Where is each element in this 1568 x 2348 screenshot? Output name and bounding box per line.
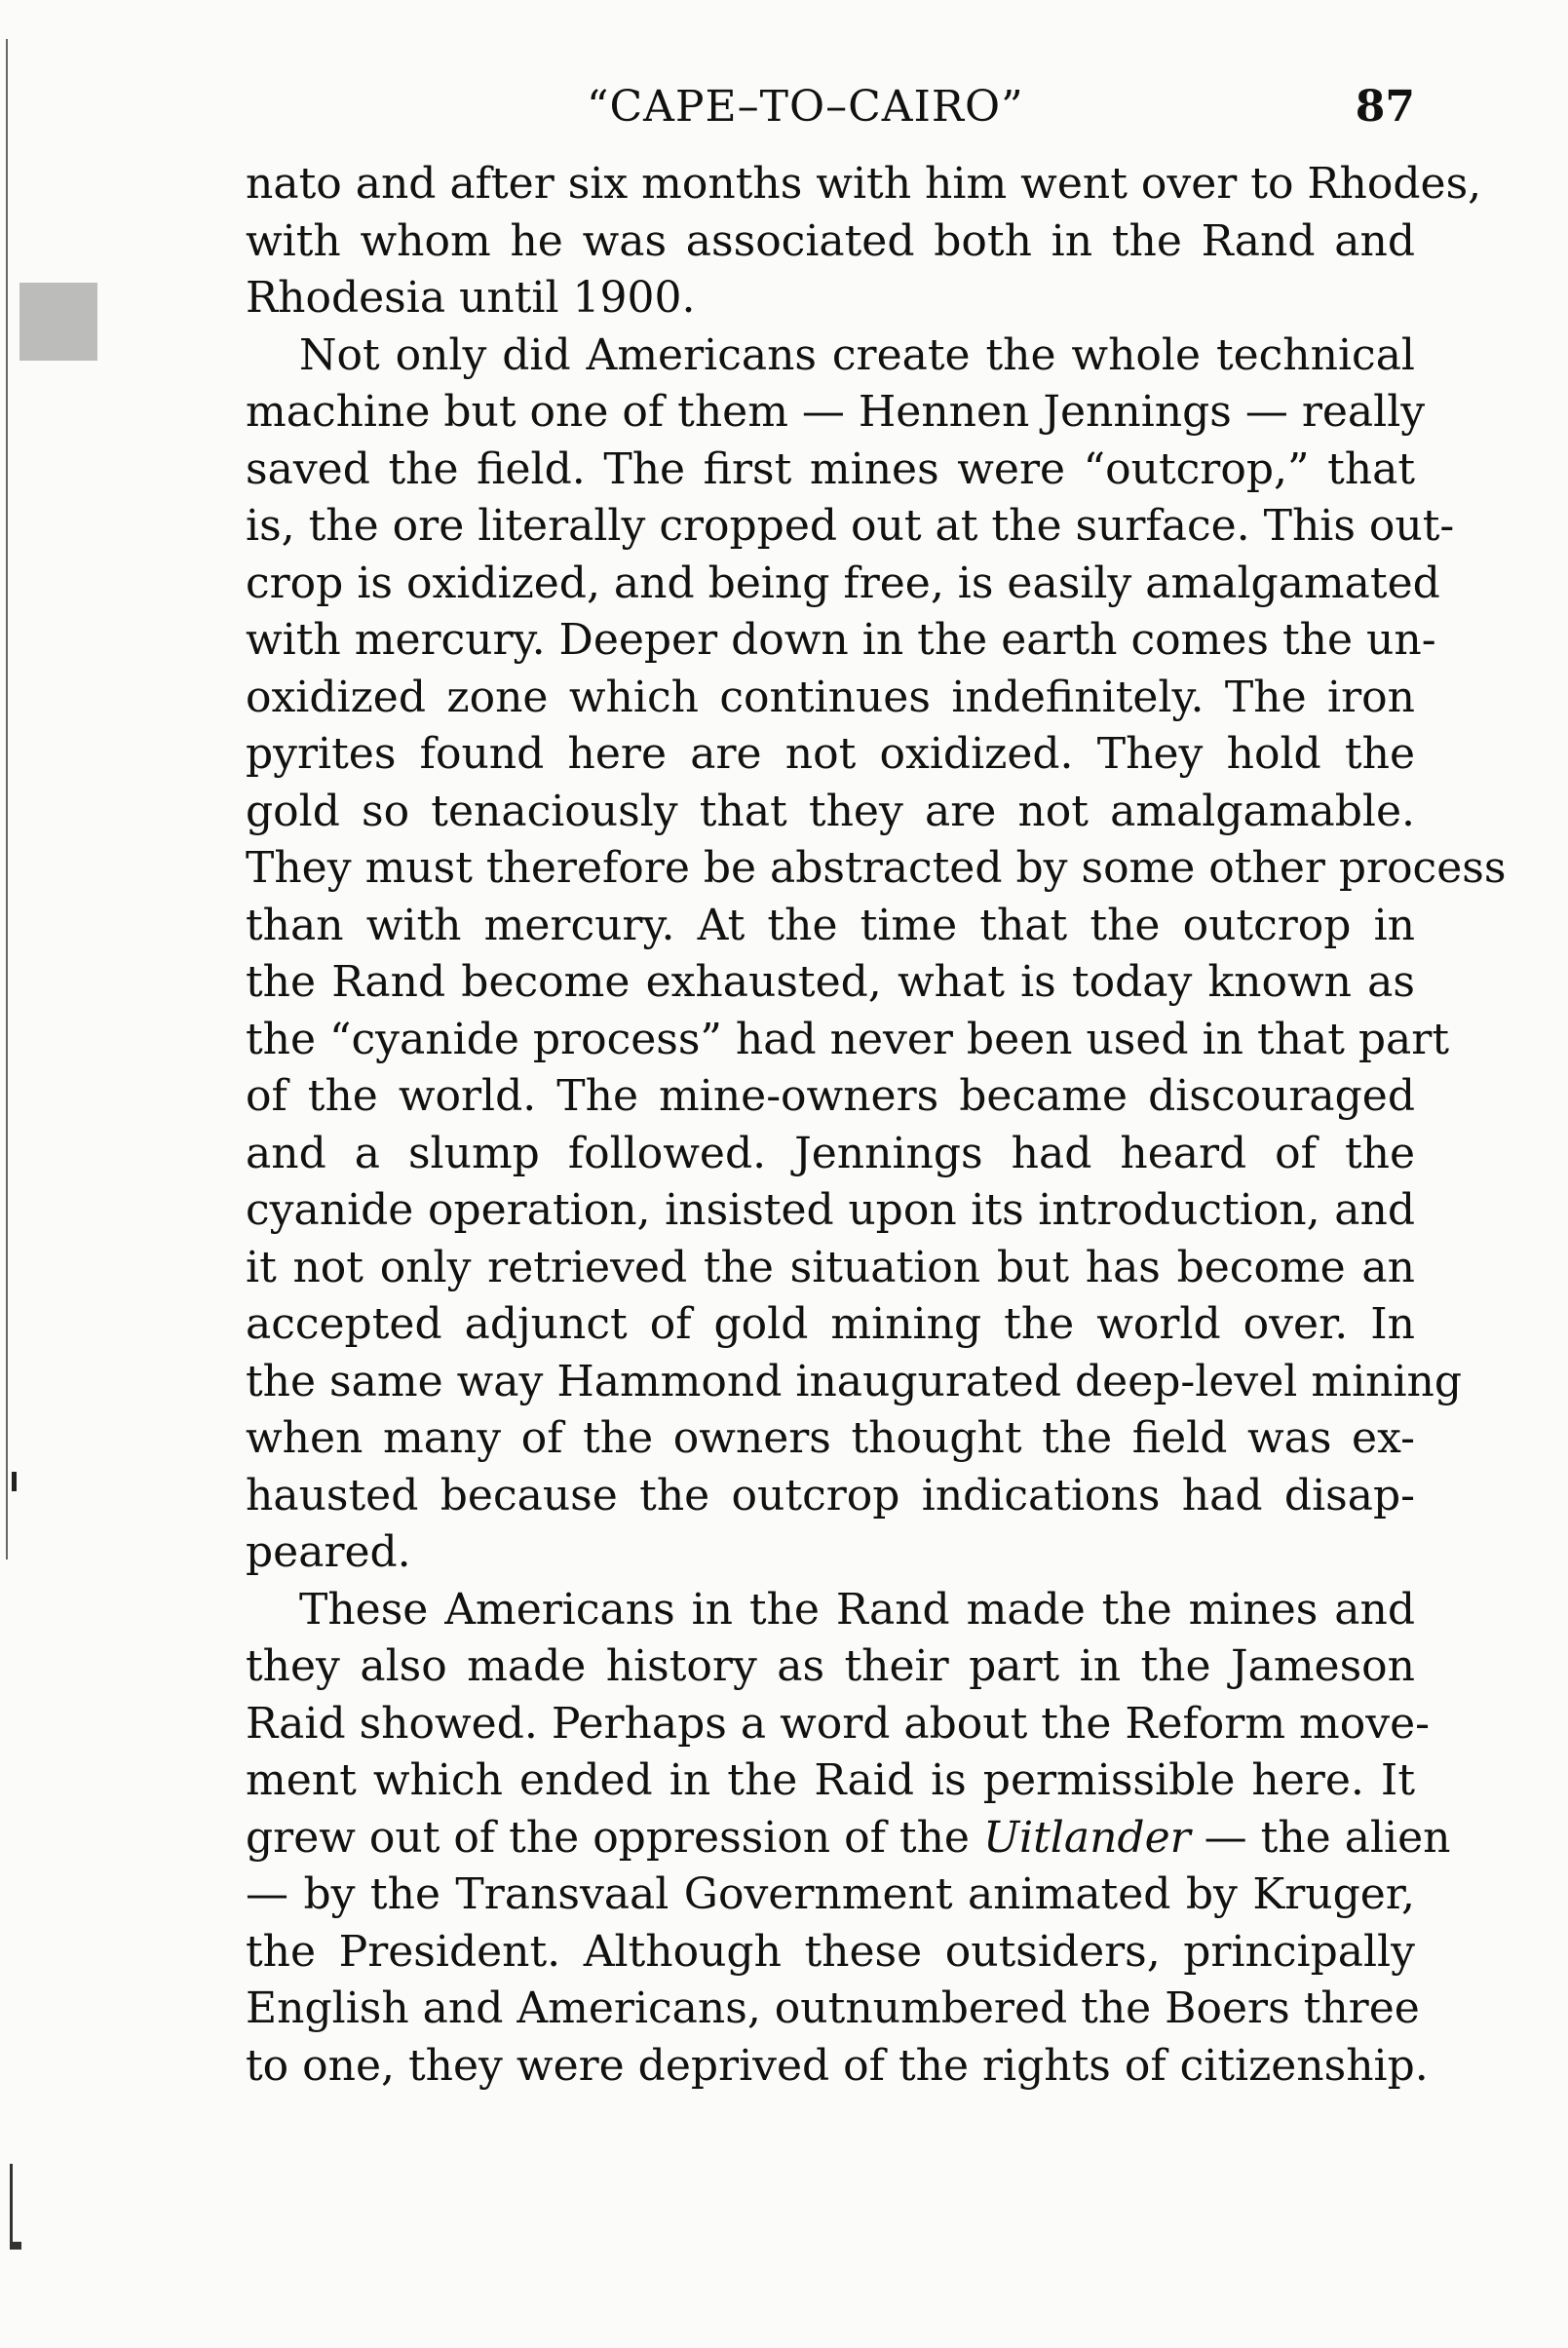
text-line: ment which ended in the Raid is permissible here. It	[246, 1755, 1415, 1805]
text-line: accepted adjunct of gold mining the world over. In	[246, 1299, 1415, 1349]
text-line: cyanide operation, insisted upon its introduction, and	[246, 1185, 1415, 1235]
text-line: nato and after six months with him went over to Rhodes,	[246, 159, 1482, 209]
text-line: with mercury. Deeper down in the earth comes the un-	[246, 615, 1436, 665]
text-line: the same way Hammond inaugurated deep-level mining	[246, 1356, 1463, 1406]
text-line	[246, 1810, 1451, 1867]
text-line: Not only did Americans create the whole technical	[299, 329, 1415, 380]
text-line: to one, they were deprived of the rights of citizenship.	[246, 2040, 1429, 2091]
text-line: is, the ore literally cropped out at the surface. This out-	[246, 501, 1455, 551]
scan-speck	[10, 2242, 21, 2250]
page-number: 87	[1355, 82, 1415, 132]
text-line: peared.	[246, 1527, 411, 1577]
italic-term: Uitlander	[982, 1812, 1191, 1863]
text-line: when many of the owners thought the field was ex-	[246, 1413, 1415, 1463]
text-line: the President. Although these outsiders, principally	[246, 1926, 1415, 1977]
text-line: with whom he was associated both in the Rand and	[246, 215, 1415, 266]
line-segment: — the alien	[1204, 1812, 1451, 1863]
text-line: oxidized zone which continues indefinitely. The iron	[246, 672, 1415, 722]
text-line: of the world. The mine-owners became discouraged	[246, 1071, 1415, 1121]
text-line: they also made history as their part in the Jameson	[246, 1641, 1415, 1691]
text-line: They must therefore be abstracted by some other process	[246, 843, 1507, 893]
scan-smudge	[19, 283, 97, 361]
scan-speck	[12, 1472, 17, 1491]
scan-edge-mark	[10, 2164, 13, 2242]
scan-edge-mark	[6, 39, 8, 1559]
text-line: machine but one of them — Hennen Jennings — really	[246, 387, 1426, 437]
text-line: saved the field. The first mines were “outcrop,” that	[246, 443, 1415, 494]
line-segment: grew out of the oppression of the	[246, 1812, 970, 1863]
text-line: gold so tenaciously that they are not amalgamable.	[246, 786, 1415, 836]
body-text	[246, 156, 1507, 2095]
text-line: English and Americans, outnumbered the Boers three	[246, 1983, 1420, 2033]
text-line: crop is oxidized, and being free, is easily amalgamated	[246, 558, 1440, 608]
running-head: “CAPE–TO–CAIRO”	[587, 82, 1024, 132]
text-line: and a slump followed. Jennings had heard of the	[246, 1128, 1415, 1178]
text-line: the “cyanide process” had never been used in that part	[246, 1014, 1450, 1064]
text-line: it not only retrieved the situation but has become an	[246, 1242, 1415, 1292]
text-line: Raid showed. Perhaps a word about the Reform move-	[246, 1698, 1431, 1749]
text-line: hausted because the outcrop indications had disap-	[246, 1470, 1415, 1520]
text-line: than with mercury. At the time that the outcrop in	[246, 900, 1415, 950]
text-line: the Rand become exhausted, what is today known as	[246, 957, 1415, 1007]
text-line: — by the Transvaal Government animated by Kruger,	[246, 1869, 1415, 1919]
page-header	[246, 78, 1415, 136]
text-line: Rhodesia until 1900.	[246, 273, 696, 323]
text-line: These Americans in the Rand made the mines and	[299, 1584, 1415, 1635]
text-line: pyrites found here are not oxidized. They hold the	[246, 729, 1415, 779]
